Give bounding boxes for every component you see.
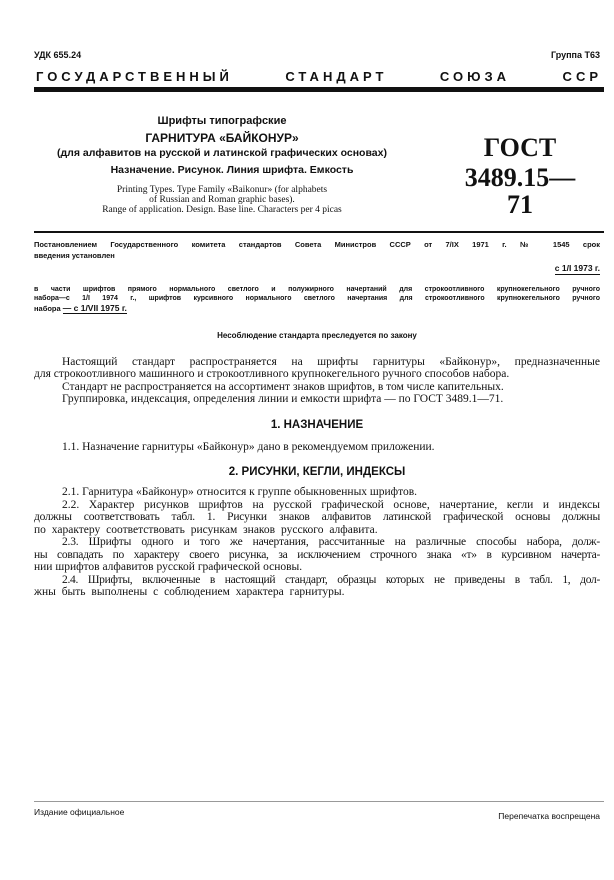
english-title-3: Range of application. Design. Base line. Characters per 4 picas (102, 205, 342, 215)
title-line-3: (для алфавитов на русской и латинской графических основах) (57, 147, 387, 159)
decree-part-3-date: — с 1/VII 1975 г. (62, 303, 127, 313)
title-line-4: Назначение. Рисунок. Линия шрифта. Емкость (110, 164, 354, 176)
section-2-line: по характеру соответствовать рисункам знаков русского алфавита. (34, 524, 378, 536)
decree-line-2: введения установлен (34, 251, 115, 260)
section-1-line: 1.1. Назначение гарнитуры «Байконур» дано в рекомендуемом приложении. (62, 441, 435, 453)
section-2-line: 2.4. Шрифты, включенные в настоящий стандарт, образцы которых не приведены в табл. 1, дол- (62, 574, 600, 586)
footer-rule (34, 801, 604, 802)
section-2-line: нии шрифтов алфавитов русской графической основы. (34, 561, 303, 573)
state-standard-banner: ГОСУДАРСТВЕННЫЙ СТАНДАРТ СОЮЗА ССР (36, 69, 602, 84)
section-2-line: 2.2. Характер рисунков шрифтов на русской графической основе, начертание, кегли и индексы (62, 499, 600, 511)
udk-code: УДК 655.24 (34, 50, 82, 60)
english-title-2: of Russian and Roman graphic bases). (149, 195, 295, 205)
intro-line: для строкоотливного машинного и строкоотливного крупнокегельного ручного способов набора. (34, 368, 510, 380)
title-line-2: ГАРНИТУРА «БАЙКОНУР» (145, 131, 299, 145)
group-code: Группа Т63 (550, 50, 600, 60)
section-1-heading: 1. НАЗНАЧЕНИЕ (270, 419, 364, 431)
gost-number: 3489.15—71 (464, 163, 576, 220)
title-line-1: Шрифты типографские (157, 115, 287, 127)
decree-part-3-label: набора (34, 304, 61, 313)
decree-part-3 (34, 304, 600, 313)
section-2-line: ны совпадать по характеру своего рисунка, за исключением строчного знака «т» в курсивном начерта- (34, 549, 600, 561)
law-notice: Несоблюдение стандарта преследуется по закону (217, 331, 417, 340)
section-2-line: должны соответствовать табл. 1. Рисунки знаков алфавитов латинской графической основы должны (34, 511, 600, 523)
effective-date: с 1/I 1973 г. (554, 263, 600, 273)
section-2-line: 2.1. Гарнитура «Байконур» относится к группе обыкновенных шрифтов. (62, 486, 418, 498)
intro-line: Стандарт не распространяется на ассортимент знаков шрифтов, в том числе капительных. (62, 381, 504, 393)
official-edition: Издание официальное (34, 807, 125, 817)
intro-line: Группировка, индексация, определения линии и емкости шрифта — по ГОСТ 3489.1—71. (62, 393, 504, 405)
decree-line-1: Постановлением Государственного комитета стандартов Совета Министров СССР от 7/IX 1971 г. № 1545 срок (34, 240, 600, 249)
intro-line: Настоящий стандарт распространяется на шрифты гарнитуры «Байконур», предназначенные (62, 356, 600, 368)
section-2-heading: 2. РИСУНКИ, КЕГЛИ, ИНДЕКСЫ (228, 466, 406, 478)
decree-part-2: набора—с 1/I 1974 г., шрифтов курсивного нормального светлого начертания для строкоотливного крупнокегельного ручного (34, 295, 600, 302)
gost-label: ГОСТ (483, 133, 557, 162)
reprint-prohibited: Перепечатка воспрещена (498, 811, 600, 821)
section-2-line: жны быть выполнены с соблюдением характера гарнитуры. (34, 586, 345, 598)
banner-rule (34, 87, 604, 92)
english-title-1: Printing Types. Type Family «Baikonur» (for alphabets (116, 185, 328, 195)
title-rule (34, 231, 604, 233)
section-2-line: 2.3. Шрифты одного и того же начертания, рассчитанные на различные способы набора, долж- (62, 536, 600, 548)
decree-part-1: в части шрифтов прямого нормального светлого и полужирного начертаний для строкоотливного крупнокегельного ручного (34, 286, 600, 293)
